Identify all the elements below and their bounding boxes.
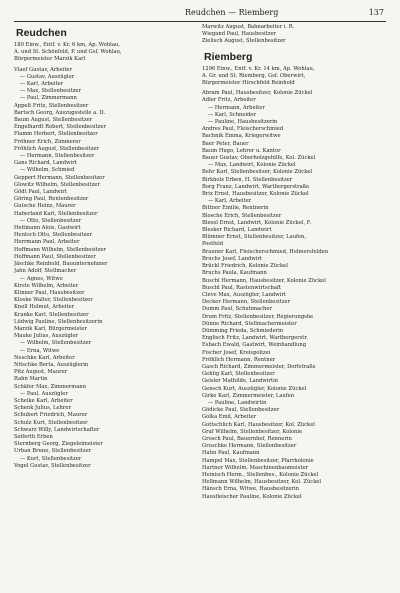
resident-entry: Haberland Karl, Stellenbesitzer (14, 210, 98, 217)
place-summary-line: A. Gr. und St. Riemberg, Gsf. Oberwirt, (202, 72, 306, 79)
resident-entry: Blosche Erich, Stellenbesitzer (202, 212, 282, 219)
resident-entry: Adler Fritz, Arbeiter (202, 97, 256, 104)
resident-entry: Wiegand Paul, Hausbesitzer (202, 31, 277, 38)
resident-entry: Dümming Frieda, Schmiederin (202, 327, 284, 334)
header-rule (14, 21, 386, 22)
resident-entry: Esbach Ewald, Gastwirt, Weinhandlung (202, 342, 307, 349)
running-header-title: Reudchen — Riemberg (185, 8, 279, 17)
resident-entry: — Agnes, Witwe (20, 275, 63, 282)
resident-entry: — Pauline, Landwirtin (208, 399, 267, 406)
resident-entry: Cleve Max, Auszügler, Landwirt (202, 291, 286, 298)
resident-entry: — Wilhelm, Stellenbesitzer (20, 340, 92, 347)
resident-entry: — Hermann, Arbeiter (208, 104, 265, 111)
resident-entry: Schenk Julius, Lehrer (14, 405, 71, 412)
resident-entry: Baer Peter, Bauer (202, 140, 249, 147)
resident-entry: Fischer Josef, Kreispolizei (202, 349, 271, 356)
resident-entry: Hahn Paul, Kaufmann (202, 450, 260, 457)
resident-entry: Gensch Kurt, Auszügler, Kolonie Zückel (202, 385, 307, 392)
page-number: 137 (368, 8, 384, 17)
resident-entry: Göring Paul, Rentenbesitzer (14, 196, 89, 203)
place-summary-line: 180 Einw., Entf. v. Kr. 6 km, Ap. Wohlau, (14, 42, 120, 48)
place-summary-line: 1296 Einw., Entf. v. Kr. 14 km, Ap. Wohlau, (202, 65, 315, 72)
resident-entry: Neschke Karl, Arbeiter (14, 354, 75, 361)
resident-entry: — Otto, Stellenbesitzer (20, 217, 82, 224)
resident-entry: Hoffmann Wilhelm, Stellenbesitzer (14, 246, 107, 253)
resident-entry: Buschl Paul, Rastenwirtschaft (202, 284, 281, 291)
resident-entry: — Paul, Zimmermann (20, 95, 77, 102)
resident-entry: — Kurt, Stellenbesitzer (20, 455, 82, 462)
resident-entry: Bauer Gustav, Oberholzgehilfe, Kol. Zückel (202, 155, 316, 162)
resident-entry: Nitschke Berta, Auszüglerin (14, 361, 89, 368)
resident-entry: Scheike Karl, Arbeiter (14, 397, 73, 404)
place-heading: Riemberg (204, 50, 253, 63)
resident-entry: Geppert Hermann, Stellenbesitzer (14, 174, 105, 181)
resident-entry: Kranke Karl, Stellenbesitzer (14, 311, 89, 318)
resident-entry: Klinner Paul, Hausbesitzer (14, 289, 85, 296)
resident-entry: Gruschke Hermann, Stellenbesitzer (202, 443, 297, 450)
resident-entry: — Hermann, Stellenbesitzer (20, 153, 95, 160)
resident-entry: Marwitz August, Bahnarbeiter i. R. (202, 24, 295, 30)
resident-entry: Seiferth Erben (14, 433, 53, 440)
resident-entry: Heitmann Alois, Gastwirt (14, 225, 81, 232)
resident-entry: Hampel Max, Stellenbesitzer, Pfarrkolonie (202, 457, 314, 464)
resident-entry: Andres Paul, Fleischerschmied (202, 126, 284, 133)
resident-entry: Hausfleischer Pauline, Kolonie Zückel (202, 493, 302, 500)
resident-entry: Schwarz Willy, Landwirtschafter (14, 426, 100, 433)
resident-entry: Hänsch Erna, Witwe, Hausbesitzerin (202, 486, 300, 493)
right-column (202, 24, 382, 505)
resident-entry: — Pauline, Hausbesitzerin (208, 119, 278, 126)
resident-entry: Blesker Richard, Landwirt (202, 227, 272, 234)
resident-entry: Gutsche Heinz, Maurer (14, 203, 76, 210)
resident-entry: Sternberg Georg, Ziegeleimeister (14, 441, 103, 448)
resident-entry: — Max, Landwirt, Kolonie Zückel (208, 162, 296, 169)
resident-entry: Vlaef Gustav, Arbeiter (14, 66, 72, 73)
resident-entry: Fröhner Erich, Zimmerer (14, 138, 81, 145)
resident-entry: — Paul, Auszügler (20, 390, 68, 397)
resident-entry: Bartsch Georg, Auszugsstelle a. D. (14, 109, 106, 116)
directory-section (14, 26, 194, 470)
resident-entry: Schubert Friedrich, Maurer (14, 412, 88, 419)
place-summary (14, 42, 194, 64)
resident-entry: Engelhardt Robert, Stellenbesitzer (14, 124, 106, 131)
resident-entry: Abram Paul, Hausbesitzer, Kolonie Zückel (202, 90, 313, 97)
resident-entry: Gottschlich Karl, Hausbesitzer, Kol. Zückel (202, 421, 315, 428)
resident-entry: Vogel Gustav, Stellenbesitzer (14, 462, 91, 469)
directory-section (202, 50, 382, 501)
left-column (14, 24, 194, 474)
resident-entry: Marzik Karl, Bürgermeister (14, 325, 87, 332)
resident-entry: Hartner Wilhelm, Maschinenbaumeister (202, 464, 308, 471)
resident-entry: Brauner Karl, Fleischerschmied, Helmersfelden (202, 248, 329, 255)
resident-entry: Baum Hugo, Lehrer u. Kantor (202, 147, 281, 154)
resident-entry: Gödt Paul, Landwirt (14, 189, 67, 196)
resident-entry: Graf Wilhelm, Stellenbesitzer, Kolonie (202, 428, 303, 435)
resident-entry: Rahn Martin (14, 376, 48, 383)
resident-entry: Lüdwig Pauline, Stellenbesitzerin (14, 318, 103, 325)
place-heading: Reudchen (16, 27, 67, 39)
resident-entry: Decker Hermann, Stellenbesitzer (202, 299, 291, 306)
resident-entry: Birkholz Erben, H. Stellenbesitzer (202, 176, 293, 183)
resident-entry: Hoffmann Paul, Stellenbesitzer (14, 253, 96, 260)
resident-entry: Drum Fritz, Stellenbesitzer, Regierungshe (202, 313, 314, 320)
resident-entry: Hellmann Wilhelm, Hausbesitzer, Kol. Zückel (202, 479, 322, 486)
resident-entry: Appelt Fritz, Stellenbesitzer (14, 102, 89, 109)
resident-entry: Behr Karl, Stellenbesitzer, Kolonie Zückel (202, 169, 313, 176)
resident-entry: — Erna, Witwe (20, 347, 60, 354)
resident-entry: Postfeld (202, 241, 224, 248)
resident-entry: Hentsch Otto, Stellenbesitzer (14, 232, 92, 239)
resident-entry: Kirste Wilhelm, Arbeiter (14, 282, 79, 289)
resident-entry: Jäschke Reinhold, Bauunternehmer (14, 261, 108, 268)
resident-entry: Englisch Fritz, Landwirt, Wartbergerstr. (202, 335, 308, 342)
running-header (0, 6, 400, 20)
resident-entry: Schulz Kurt, Stellenbesitzer (14, 419, 88, 426)
resident-entry: Pitz August, Maurer (14, 369, 68, 376)
place-summary (202, 66, 382, 88)
resident-entry: — Karl, Arbeiter (208, 198, 252, 205)
resident-entry: Fröhlich Hermann, Rentner (202, 356, 276, 363)
resident-entry: Gödicke Paul, Stellenbesitzer (202, 407, 280, 414)
resident-entry: Baum August, Stellenbesitzer (14, 117, 93, 124)
place-summary-line: A. und St. Schönfeld, P. und Gsf. Wohlau, (14, 49, 122, 56)
resident-entry: Urban Bruno, Stellenbesitzer (14, 448, 92, 455)
resident-entry: Bittner Emilie, Rentnerin (202, 205, 269, 212)
place-summary-line: Bürgermeister Hirschfeld Reinhold (202, 80, 295, 87)
resident-entry: Blümner Ernst, Stellenbesitzer, Laufen, (202, 234, 307, 241)
resident-entry: Dünne Richard, Stellmachermeister (202, 320, 297, 327)
place-summary-line: Bürgermeister Marzik Karl (14, 56, 86, 63)
resident-entry: — Gustav, Auszügler (20, 73, 75, 80)
resident-entry: Kloske Walter, Stellenbesitzer (14, 297, 93, 304)
resident-entry: Jahn Adolf, Stellmacher (14, 268, 77, 275)
resident-entry: Heinisch Herm., Stellenbes., Kolonie Zückel (202, 471, 319, 478)
resident-entry: — Karl, Arbeiter (20, 81, 64, 88)
resident-entry: Glowitz Wilhelm, Stellenbesitzer (14, 181, 100, 188)
resident-entry: Blesel Ernst, Landwirt, Kolonie Zückel, F. (202, 219, 312, 226)
resident-entry: Herrmann Paul, Arbeiter (14, 239, 80, 246)
resident-entry: Bruchs Paula, Kaufmann (202, 270, 267, 277)
resident-entry: Flamm Herbert, Stellenbesitzer (14, 131, 98, 138)
resident-entry: Golka Emil, Arbeiter (202, 414, 257, 421)
resident-entry: Gans Richard, Landwirt (14, 160, 77, 167)
resident-entry: Brückl Friedrich, Kolonie Zückel (202, 263, 288, 270)
resident-entry: — Karl, Schneider (208, 111, 256, 118)
resident-entry: Buschl Hermann, Hausbesitzer, Kolonie Zückel (202, 277, 326, 284)
resident-entry: Bachnik Emma, Kriegerwitwe (202, 133, 281, 140)
resident-entry: Girke Karl, Zimmermeister, Laufen (202, 392, 295, 399)
resident-entry: — Max, Stellenbesitzer (20, 88, 81, 95)
resident-entry: Grosch Paul, Bauernhof, Rennerin (202, 435, 292, 442)
resident-entry: Knoll Helmut, Arbeiter (14, 304, 75, 311)
resident-entry: — Wilhelm, Schmied (20, 167, 75, 174)
resident-entry: Brix Ernst, Hausbesitzer, Kolonie Zückel (202, 191, 309, 198)
resident-entry: Borg Franz, Landwirt, Wartbergerstraße (202, 183, 310, 190)
resident-entry: Dumm Paul, Schuhmacher (202, 306, 272, 313)
resident-entry: Schäfer Max, Zimmermann (14, 383, 86, 390)
resident-entry: Geisler Mathilde, Landwirtin (202, 378, 279, 385)
resident-entry: Zielisch August, Stellenbesitzer (202, 38, 286, 45)
resident-entry: Gasch Richard, Zimmermeister, Dorfstraße (202, 363, 316, 370)
resident-entry: Fröhlich August, Stellenbesitzer (14, 145, 100, 152)
directory-section (202, 24, 382, 46)
resident-entry: Bruchs Josef, Landwirt (202, 255, 263, 262)
resident-entry: Gehlig Karl, Stellenbesitzer (202, 371, 275, 378)
resident-entry: Mauke Julius, Auszügler (14, 333, 79, 340)
